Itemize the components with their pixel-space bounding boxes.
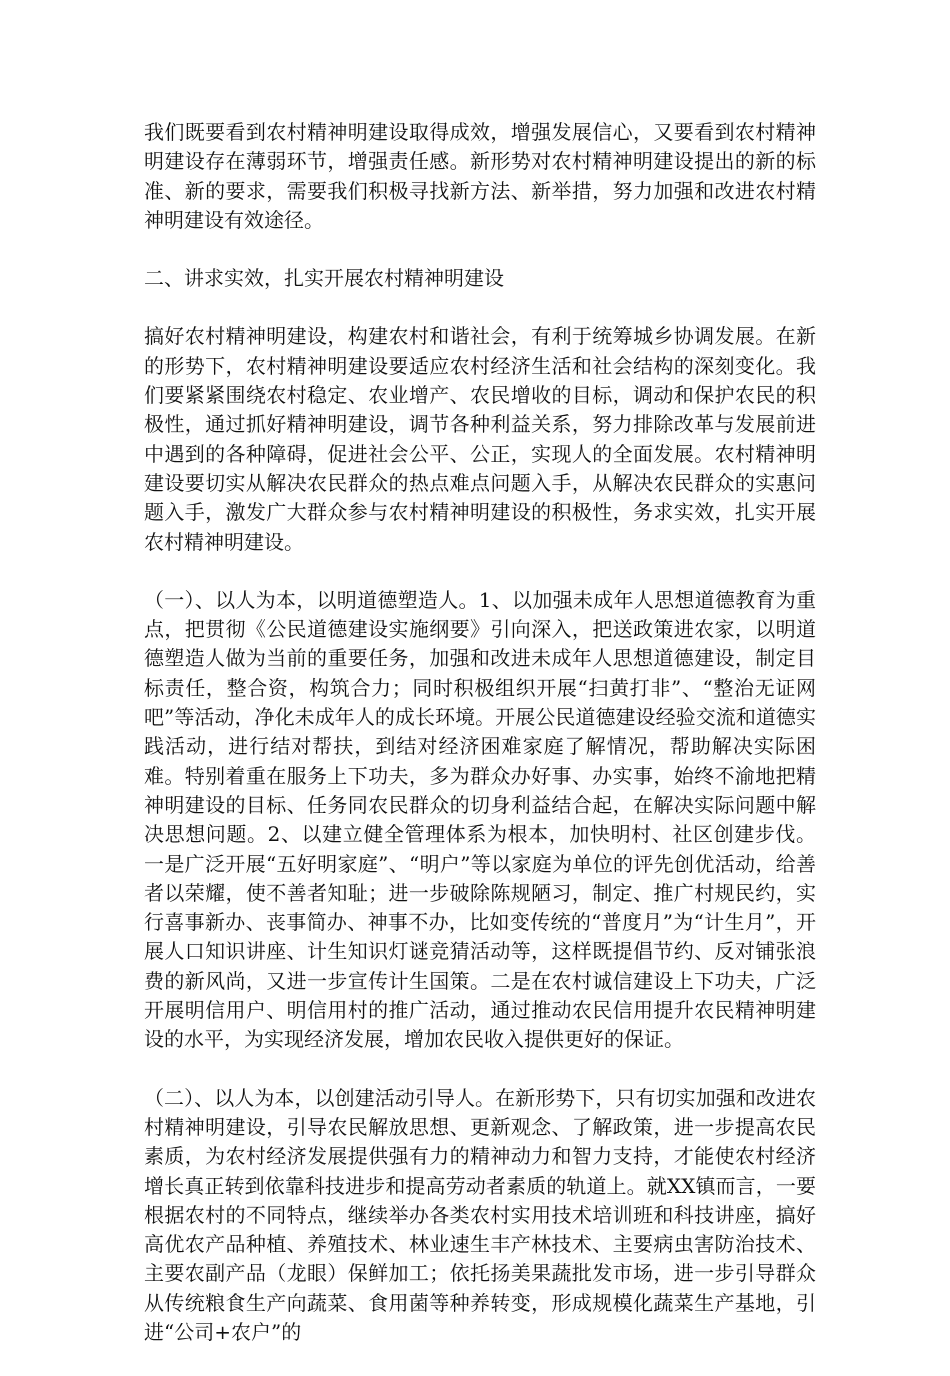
- paragraph-section-two: 搞好农村精神明建设，构建农村和谐社会，有利于统筹城乡协调发展。在新的形势下，农村精神明建设要适应农村经济生活和社会结构的深刻变化。我们要紧紧围绕农村稳定、农业增产、农民增收的目标，调动和保护农民的积极性，通过抓好精神明建设，调节各种利益关系，努力排除改革与发展前进中遇到的各种障碍，促进社会公平、公正，实现人的全面发展。农村精神明建设要切实从解决农民群众的热点难点问题入手，从解决农民群众的实惠问题入手，激发广大群众参与农村精神明建设的积极性，务求实效，扎实开展农村精神明建设。: [144, 324, 816, 554]
- document-page: [144, 118, 816, 1376]
- paragraph-subsection-two: （二）、以人为本，以创建活动引导人。在新形势下，只有切实加强和改进农村精神明建设，引导农民解放思想、更新观念、了解政策，进一步提高农民素质，为农村经济发展提供强有力的精神动力和智力支持，才能使农村经济增长真正转到依靠科技进步和提高劳动者素质的轨道上。就XX镇而言，一要根据农村的不同特点，继续举办各类农村实用技术培训班和科技讲座，搞好高优农产品种植、养殖技术、林业速生丰产林技术、主要病虫害防治技术、主要农副产品（龙眼）保鲜加工；依托扬美果蔬批发市场，进一步引导群众从传统粮食生产向蔬菜、食用菌等种养转变，形成规模化蔬菜生产基地，引进“公司+农户”的: [144, 1085, 816, 1344]
- paragraph-subsection-one: （一）、以人为本，以明道德塑造人。1、以加强未成年人思想道德教育为重点，把贯彻《公民道德建设实施纲要》引向深入，把送政策进农家，以明道德塑造人做为当前的重要任务，加强和改进未成年人思想道德建设，制定目标责任，整合资，构筑合力；同时积极组织开展“扫黄打非”、“整治无证网吧”等活动，净化未成年人的成长环境。开展公民道德建设经验交流和道德实践活动，进行结对帮扶，到结对经济困难家庭了解情况，帮助解决实际困难。特别着重在服务上下功夫，多为群众办好事、办实事，始终不渝地把精神明建设的目标、任务同农民群众的切身利益结合起，在解决实际问题中解决思想问题。2、以建立健全管理体系为根本，加快明村、社区创建步伐。一是广泛开展“五好明家庭”、“明户”等以家庭为单位的评先创优活动，给善者以荣耀，使不善者知耻；进一步破除陈规陋习，制定、推广村规民约，实行喜事新办、丧事简办、神事不办，比如变传统的“普度月”为“计生月”，开展人口知识讲座、计生知识灯谜竞猜活动等，这样既提倡节约、反对铺张浪费的新风尚，又进一步宣传计生国策。二是在农村诚信建设上下功夫，广泛开展明信用户、明信用村的推广活动，通过推动农民信用提升农民精神明建设的水平，为实现经济发展，增加农民收入提供更好的保证。: [144, 587, 816, 1052]
- section-heading: 二、讲求实效，扎实开展农村精神明建设: [144, 266, 504, 291]
- paragraph-intro: 我们既要看到农村精神明建设取得成效，增强发展信心，又要看到农村精神明建设存在薄弱环节，增强责任感。新形势对农村精神明建设提出的新的标准、新的要求，需要我们积极寻找新方法、新举措，努力加强和改进农村精神明建设有效途径。: [144, 120, 816, 232]
